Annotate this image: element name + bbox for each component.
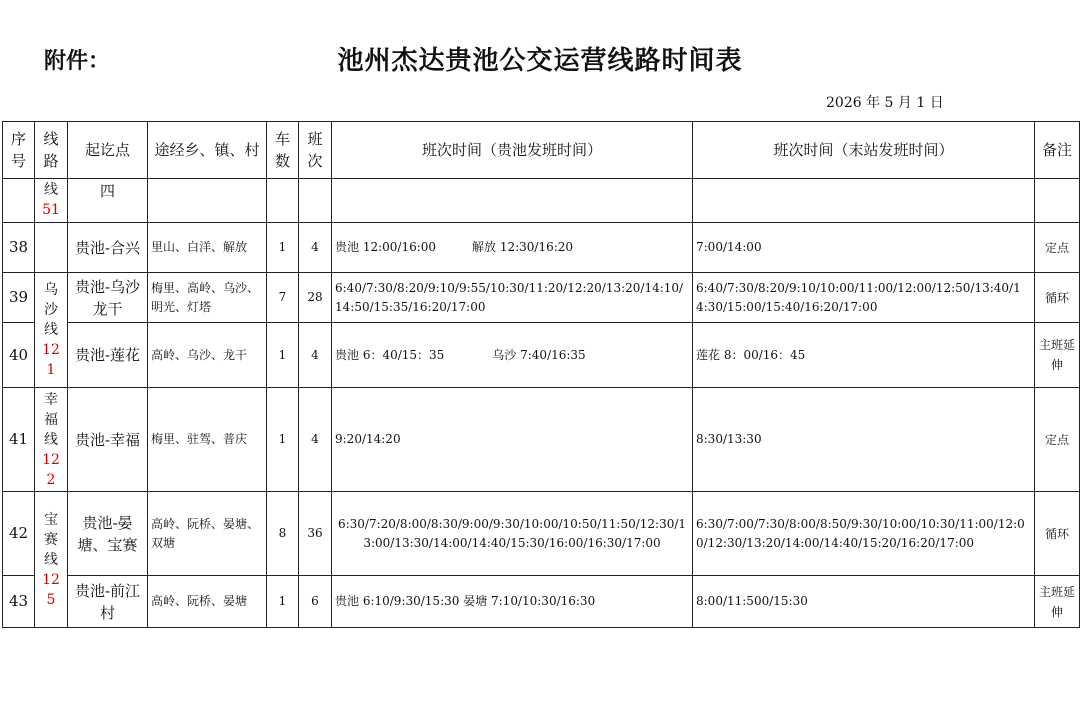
- buses-cell: 1: [267, 388, 299, 492]
- terminal-times-cell: 6:30/7:00/7:30/8:00/8:50/9:30/10:00/10:30/11:00/12:00/12:30/13:20/14:00/14:40/15:20/16:20/17:00: [693, 492, 1035, 576]
- note-cell: 定点: [1035, 388, 1080, 492]
- od-cell: 贵池-幸福: [68, 388, 148, 492]
- line-cell: [35, 492, 68, 628]
- seq-cell: [3, 179, 35, 223]
- origin-times-cell: 贵池 6:10/9:30/15:30 晏塘 7:10/10:30/16:30: [332, 576, 693, 628]
- via-cell: 高岭、阮桥、晏塘、双塘: [148, 492, 267, 576]
- buses-cell: 1: [267, 223, 299, 273]
- document-date: 2026 年 5 月 1 日: [826, 95, 944, 111]
- terminal-times-cell: 7:00/14:00: [693, 223, 1035, 273]
- seq-cell: 41: [3, 388, 35, 492]
- line-cell: [35, 223, 68, 273]
- origin-times-cell: 6:30/7:20/8:00/8:30/9:00/9:30/10:00/10:50/11:50/12:30/13:00/13:30/14:00/14:40/15:30/16:00/16:30/17:00: [332, 492, 693, 576]
- col-times-origin: 班次时间（贵池发班时间）: [332, 122, 693, 179]
- table-row: [3, 323, 1080, 388]
- od-cell: 贵池-乌沙龙干: [68, 273, 148, 323]
- page-title: 池州杰达贵池公交运营线路时间表: [337, 46, 743, 76]
- via-cell: 里山、白洋、解放: [148, 223, 267, 273]
- buses-cell: 1: [267, 576, 299, 628]
- trips-cell: 4: [299, 223, 332, 273]
- od-cell: 贵池-前江村: [68, 576, 148, 628]
- trips-cell: 6: [299, 576, 332, 628]
- line-cell: [35, 273, 68, 388]
- table-row: [3, 576, 1080, 628]
- table-row: [3, 273, 1080, 323]
- col-note: 备注: [1035, 122, 1080, 179]
- line-group-name: 乌沙线: [44, 282, 58, 338]
- header-row: [3, 122, 1080, 179]
- od-cell: 贵池-合兴: [68, 223, 148, 273]
- buses-cell: 7: [267, 273, 299, 323]
- seq-cell: 42: [3, 492, 35, 576]
- seq-cell: 39: [3, 273, 35, 323]
- terminal-times-cell: 8:00/11:500/15:30: [693, 576, 1035, 628]
- col-line: 线路: [35, 122, 68, 179]
- trips-cell: 28: [299, 273, 332, 323]
- origin-times-cell: 9:20/14:20: [332, 388, 693, 492]
- seq-cell: 43: [3, 576, 35, 628]
- col-trips: 班次: [299, 122, 332, 179]
- note-cell: 主班延伸: [1035, 576, 1080, 628]
- od-cell: 贵池-莲花: [68, 323, 148, 388]
- line-cell: [35, 179, 68, 223]
- via-cell: 梅里、驻驾、普庆: [148, 388, 267, 492]
- note-cell: 主班延伸: [1035, 323, 1080, 388]
- col-times-terminal: 班次时间（末站发班时间）: [693, 122, 1035, 179]
- origin-times-cell: 贵池 6：40/15：35 乌沙 7:40/16:35: [332, 323, 693, 388]
- annex-label: 附件：: [44, 49, 111, 74]
- table-row: [3, 388, 1080, 492]
- trips-cell: 36: [299, 492, 332, 576]
- terminal-times-cell: 莲花 8：00/16：45: [693, 323, 1035, 388]
- line-text: 线: [44, 182, 58, 198]
- trips-cell: 4: [299, 388, 332, 492]
- terminal-times-cell: 6:40/7:30/8:20/9:10/10:00/11:00/12:00/12:50/13:40/14:30/15:00/15:40/16:20/17:00: [693, 273, 1035, 323]
- trips-cell: 4: [299, 323, 332, 388]
- line-group-name: 宝赛线: [44, 511, 58, 568]
- col-seq: 序号: [3, 122, 35, 179]
- note-cell: 定点: [1035, 223, 1080, 273]
- od-cell: 贵池-晏塘、宝赛: [68, 492, 148, 576]
- seq-cell: 38: [3, 223, 35, 273]
- buses-cell: 8: [267, 492, 299, 576]
- line-number: 51: [42, 202, 60, 218]
- col-via: 途经乡、镇、村: [148, 122, 267, 179]
- line-cell: [35, 388, 68, 492]
- note-cell: 循环: [1035, 273, 1080, 323]
- terminal-times-cell: 8:30/13:30: [693, 388, 1035, 492]
- col-od: 起讫点: [68, 122, 148, 179]
- origin-times-cell: 贵池 12:00/16:00 解放 12:30/16:20: [332, 223, 693, 273]
- timetable: [2, 121, 1080, 628]
- via-cell: 高岭、乌沙、龙干: [148, 323, 267, 388]
- table-row: [3, 223, 1080, 273]
- col-buses: 车数: [267, 122, 299, 179]
- origin-times-cell: 6:40/7:30/8:20/9:10/9:55/10:30/11:20/12:20/13:20/14:10/14:50/15:35/16:20/17:00: [332, 273, 693, 323]
- table-row: [3, 179, 1080, 223]
- seq-cell: 40: [3, 323, 35, 388]
- od-cell: 四: [68, 179, 148, 223]
- line-group-name: 幸福线: [44, 391, 58, 448]
- line-group-number: 125: [42, 571, 60, 608]
- buses-cell: 1: [267, 323, 299, 388]
- line-group-number: 122: [42, 451, 60, 488]
- via-cell: 梅里、高岭、乌沙、明光、灯塔: [148, 273, 267, 323]
- note-cell: 循环: [1035, 492, 1080, 576]
- table-row: [3, 492, 1080, 576]
- via-cell: 高岭、阮桥、晏塘: [148, 576, 267, 628]
- line-group-number: 121: [42, 342, 60, 378]
